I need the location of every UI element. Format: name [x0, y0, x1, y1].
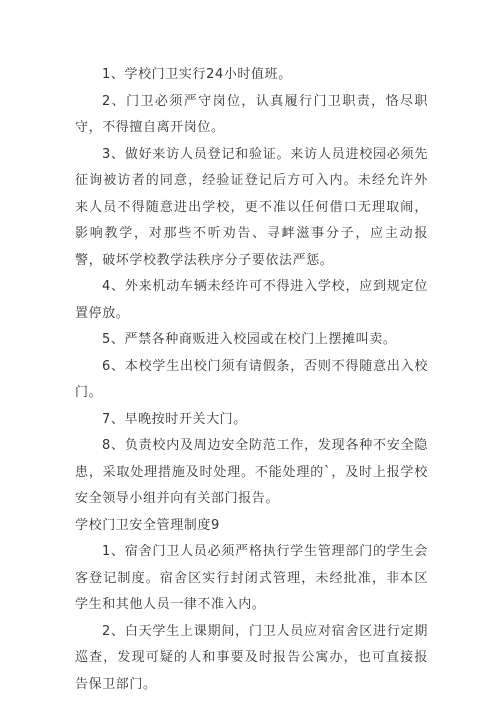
dorm-rule-paragraph-1: 1、宿舍门卫人员必须严格执行学生管理部门的学生会客登记制度。宿舍区实行封闭式管理，未经批准，非本区学生和其他人员一律不准入内。 [75, 544, 428, 612]
rule-paragraph-6: 6、本校学生出校门须有请假条，否则不得随意出入校门。 [75, 358, 428, 400]
rule-paragraph-7: 7、早晚按时开关大门。 [102, 411, 247, 427]
document-body [0, 62, 500, 698]
rule-paragraph-4: 4、外来机动车辆未经许可不得进入学校，应到规定位置停放。 [75, 279, 428, 321]
section-heading: 学校门卫安全管理制度9 [75, 517, 220, 533]
rule-paragraph-3: 3、做好来访人员登记和验证。来访人员进校园必须先征询被访者的同意，经验证登记后方可入内。未经允许外来人员不得随意进出学校，更不准以任何借口无理取闹，影响教学，对那些不听劝告、寻衅滋事分子，应主动报警，破坏学校教学法秩序分子要依法严惩。 [75, 146, 428, 268]
rule-paragraph-5: 5、严禁各种商贩进入校园或在校门上摆摊叫卖。 [102, 332, 397, 347]
dorm-rule-paragraph-2: 2、白天学生上课期间，门卫人员应对宿舍区进行定期巡查，发现可疑的人和事要及时报告公寓办，也可直接报告保卫部门。 [75, 623, 428, 692]
rule-paragraph-1: 1、学校门卫实行24小时值班。 [102, 67, 292, 82]
rule-paragraph-2: 2、门卫必须严守岗位，认真履行门卫职责，恪尽职守，不得擅自离开岗位。 [75, 93, 428, 135]
rule-paragraph-8: 8、负责校内及周边安全防范工作，发现各种不安全隐患，采取处理措施及时处理。不能处理的`，及时上报学校安全领导小组并向有关部门报告。 [75, 438, 428, 506]
